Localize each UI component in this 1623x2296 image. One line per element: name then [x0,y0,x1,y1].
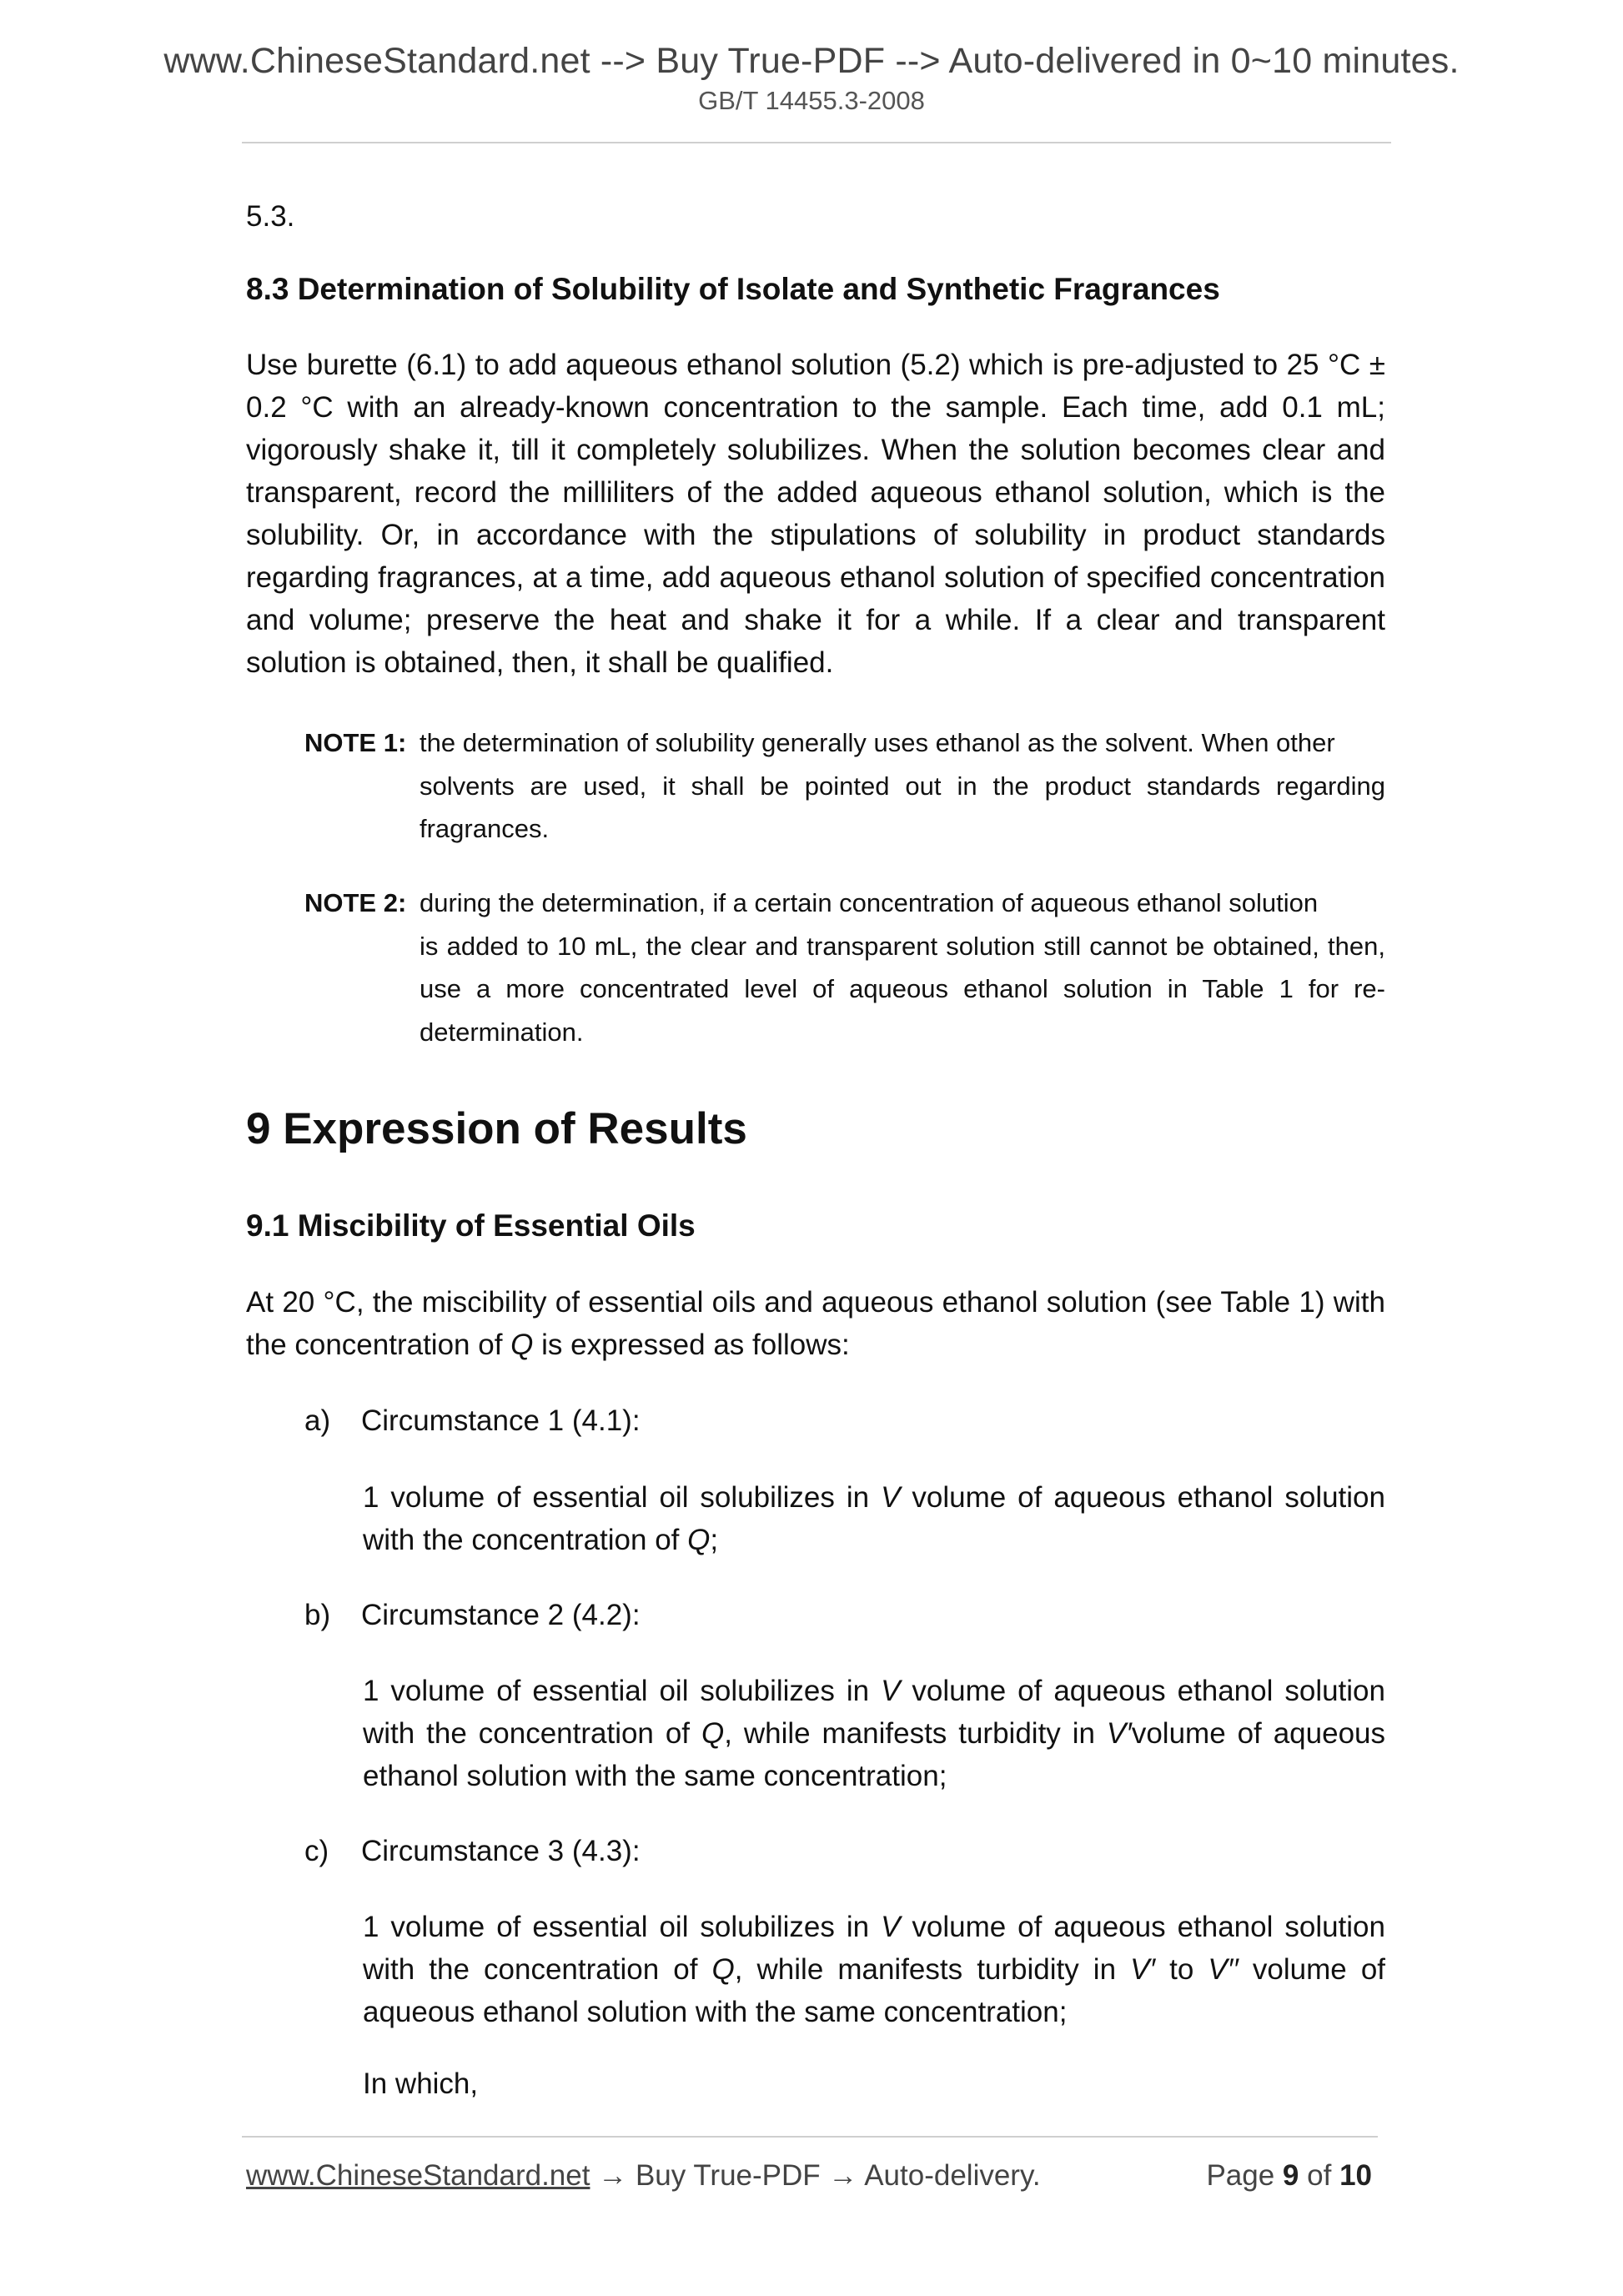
list-marker-c: c) [304,1835,329,1867]
section-9-1-title: 9.1 Miscibility of Essential Oils [246,1208,696,1243]
page-total: 10 [1339,2159,1372,2192]
continued-fragment: 5.3. [246,200,295,233]
footer-divider [242,2136,1378,2138]
list-item-b-text: 1 volume of essential oil solubilizes in V volume of aqueous ethanol solution with the concentration of Q, while manifests turbidity in V′volume of aqueous ethanol solution with the same concentration; [363,1675,1385,1792]
footer-auto-text: Auto-delivery. [864,2159,1041,2192]
list-item-c-label: Circumstance 3 (4.3): [361,1835,641,1867]
note-2 [304,882,1385,1053]
in-which-text: In which, [363,2067,479,2100]
note-2-line1: during the determination, if a certain concentration of aqueous ethanol solution [420,888,1319,917]
section-9-title: 9 Expression of Results [246,1104,747,1153]
list-marker-b: b) [304,1599,331,1631]
section-8-3-title: 8.3 Determination of Solubility of Isolate and Synthetic Fragrances [246,272,1220,306]
header-doc-id: GB/T 14455.3-2008 [698,86,925,115]
list-marker-a: a) [304,1404,331,1437]
footer-left [246,2158,1041,2193]
page-number: 9 [1282,2159,1299,2192]
of-word: of [1307,2159,1332,2192]
note-1-line1: the determination of solubility generally uses ethanol as the solvent. When other [420,728,1335,757]
header-divider [242,142,1391,143]
list-item-b [304,1594,641,1636]
footer-buy-text: Buy True-PDF [635,2159,821,2192]
note-1 [304,721,1385,851]
note-1-text: solvents are used, it shall be pointed out in the product standards regarding fragrances. [420,771,1385,843]
note-2-label: NOTE 2: [304,888,407,917]
list-item-a-text: 1 volume of essential oil solubilizes in V volume of aqueous ethanol solution with the concentration of Q; [363,1481,1385,1556]
page-indicator [1206,2158,1372,2193]
section-9-1-intro: At 20 °C, the miscibility of essential oils and aqueous ethanol solution (see Table 1) with the concentration of Q is expressed as follows: [246,1286,1385,1361]
list-item-a [304,1399,641,1442]
page-word: Page [1206,2159,1275,2192]
note-1-label: NOTE 1: [304,728,407,757]
arrow-right-icon: → [828,2159,858,2192]
section-8-3-paragraph: Use burette (6.1) to add aqueous ethanol solution (5.2) which is pre-adjusted to 25 °C ± 0.2 °C with an already-known concentration to the sample. Each time, add 0.1 mL; vigorously shake it, till it completely solubilizes. When the solution becomes clear and transparent, record the milliliters of the added aqueous ethanol solution, which is the solubility. Or, in accordance with the stipulations of solubility in product standards regarding fragrances, at a time, add aqueous ethanol solution of specified concentration and volume; preserve the heat and shake it for a while. If a clear and transparent solution is obtained, then, it shall be qualified. [246,349,1385,679]
list-item-b-label: Circumstance 2 (4.2): [361,1599,641,1631]
list-item-c-text: 1 volume of essential oil solubilizes in V volume of aqueous ethanol solution with the concentration of Q, while manifests turbidity in V′ to V′′ volume of aqueous ethanol solution with the same concentration; [363,1911,1386,2028]
arrow-right-icon: → [598,2159,628,2192]
note-2-text: is added to 10 mL, the clear and transparent solution still cannot be obtained, then, use a more concentrated level of aqueous ethanol solution in Table 1 for re-determination. [420,931,1385,1047]
list-item-c [304,1830,641,1872]
list-item-a-label: Circumstance 1 (4.1): [361,1404,641,1437]
header-banner: www.ChineseStandard.net --> Buy True-PDF --> Auto-delivered in 0~10 minutes. [163,41,1460,81]
footer-site-link[interactable]: www.ChineseStandard.net [246,2159,590,2192]
